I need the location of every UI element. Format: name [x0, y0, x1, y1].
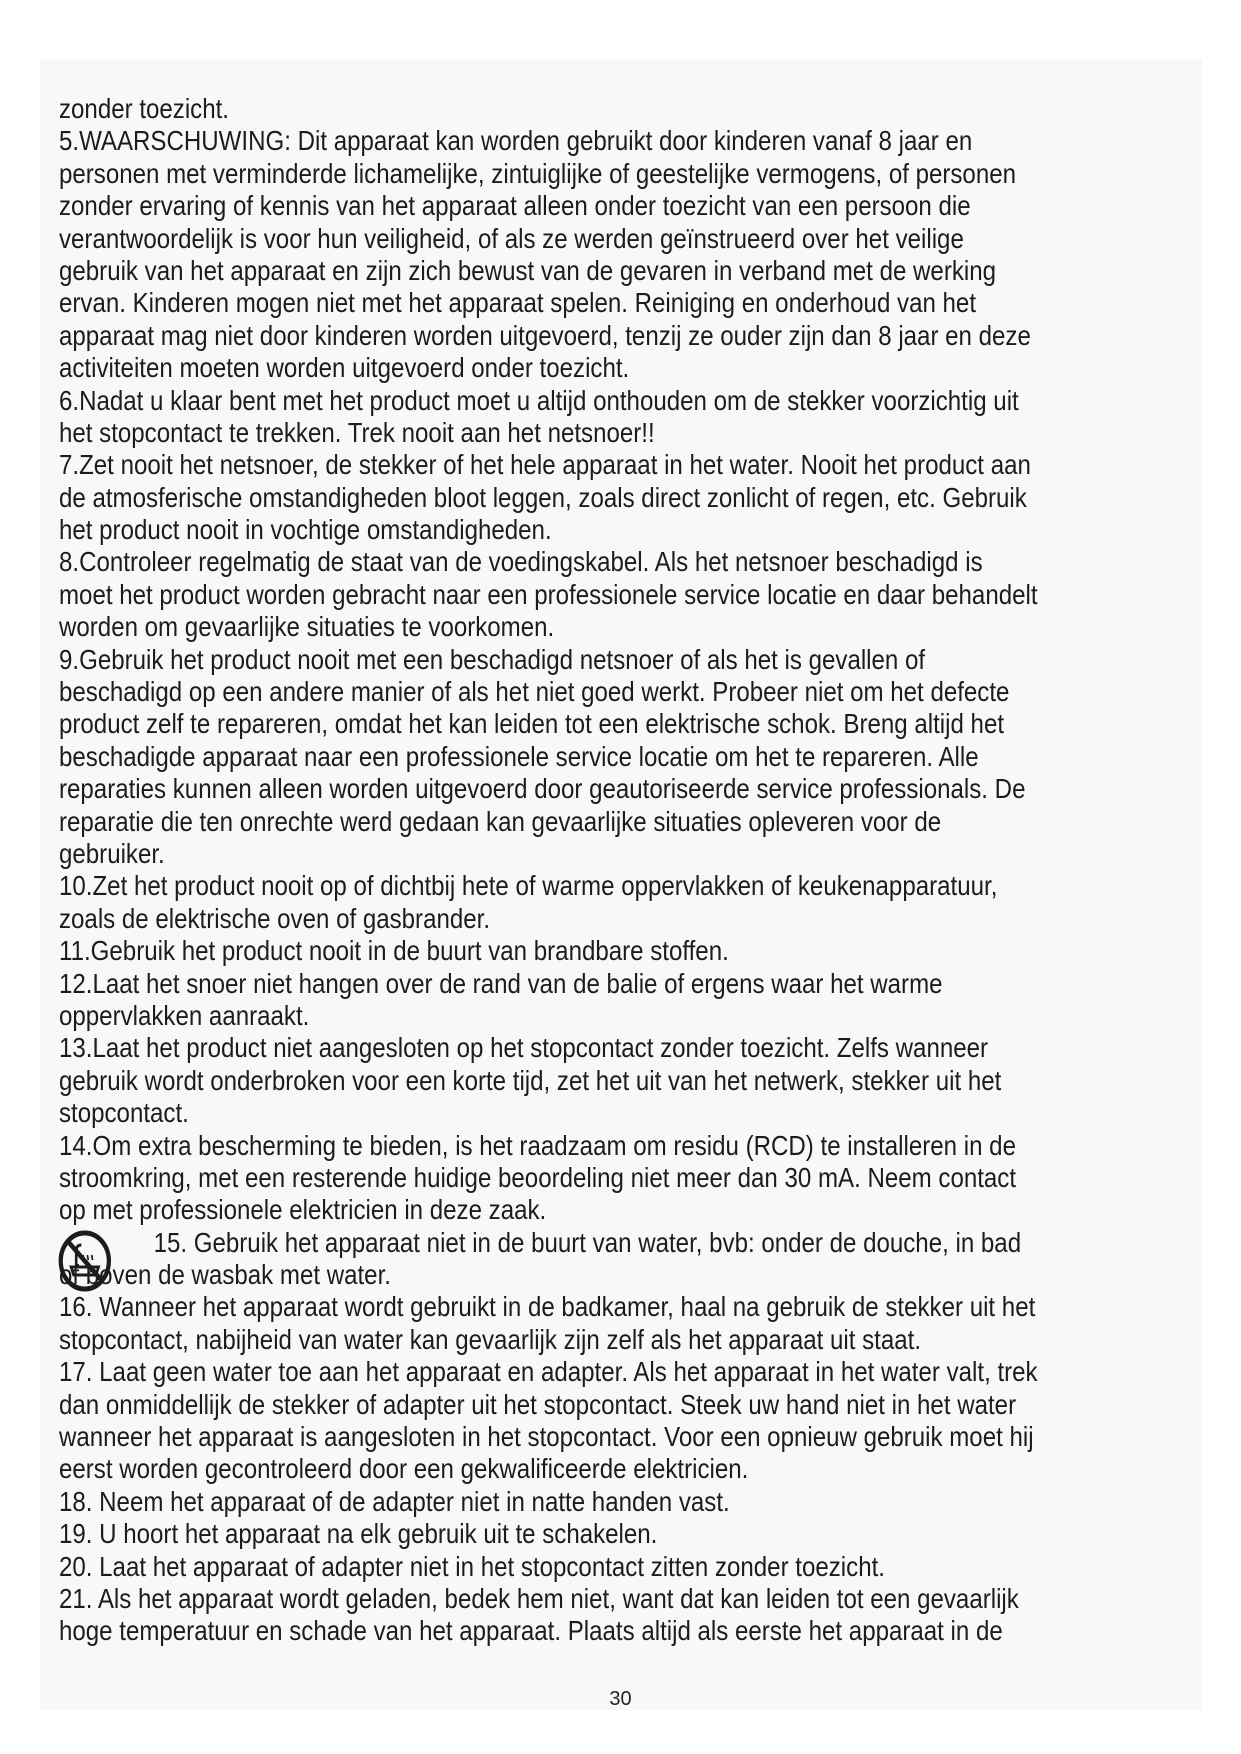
- text-line: gebruik van het apparaat en zijn zich bewust van de gevaren in verband met de werking: [59, 254, 997, 286]
- text-line: reparaties kunnen alleen worden uitgevoerd door geautoriseerde service professionals. De: [59, 773, 1026, 805]
- text-line: 12.Laat het snoer niet hangen over de rand van de balie of ergens waar het warme: [59, 967, 943, 999]
- text-line: of boven de wasbak met water.: [59, 1259, 391, 1291]
- text-line: zonder ervaring of kennis van het apparaat alleen onder toezicht van een persoon die: [59, 190, 971, 222]
- text-line: worden om gevaarlijke situaties te voorkomen.: [59, 611, 555, 643]
- text-line: gebruiker.: [59, 837, 165, 869]
- text-line: moet het product worden gebracht naar een professionele service locatie en daar behandelt: [59, 578, 1038, 610]
- text-line: het product nooit in vochtige omstandigheden.: [59, 514, 552, 546]
- text-line: 9.Gebruik het product nooit met een beschadigd netsnoer of als het is gevallen of: [59, 643, 926, 675]
- text-line: stopcontact.: [59, 1097, 189, 1129]
- document-body: [59, 93, 1038, 1648]
- text-line: dan onmiddellijk de stekker of adapter uit het stopcontact. Steek uw hand niet in het water: [59, 1388, 1017, 1420]
- text-line: stroomkring, met een resterende huidige beoordeling niet meer dan 30 mA. Neem contact: [59, 1161, 1017, 1193]
- text-line: 15. Gebruik het apparaat niet in de buurt van water, bvb: onder de douche, in bad: [153, 1226, 1022, 1258]
- text-line: 21. Als het apparaat wordt geladen, bedek hem niet, want dat kan leiden tot een gevaarlijk: [59, 1582, 1019, 1614]
- text-line: 8.Controleer regelmatig de staat van de voedingskabel. Als het netsnoer beschadigd is: [59, 546, 983, 578]
- text-line: ervan. Kinderen mogen niet met het apparaat spelen. Reiniging en onderhoud van het: [59, 287, 977, 319]
- text-line: 14.Om extra bescherming te bieden, is het raadzaam om residu (RCD) te installeren in de: [59, 1129, 1016, 1161]
- text-line: gebruik wordt onderbroken voor een korte tijd, zet het uit van het netwerk, stekker uit het: [59, 1064, 1002, 1096]
- text-line: beschadigd op een andere manier of als het niet goed werkt. Probeer niet om het defecte: [59, 676, 1010, 708]
- text-line: oppervlakken aanraakt.: [59, 999, 310, 1031]
- text-line: 18. Neem het apparaat of de adapter niet in natte handen vast.: [59, 1485, 730, 1517]
- text-line: 16. Wanneer het apparaat wordt gebruikt in de badkamer, haal na gebruik de stekker uit het: [59, 1291, 1036, 1323]
- text-line: hoge temperatuur en schade van het apparaat. Plaats altijd als eerste het apparaat in de: [59, 1615, 1003, 1647]
- text-line: 20. Laat het apparaat of adapter niet in het stopcontact zitten zonder toezicht.: [59, 1550, 885, 1582]
- text-line: 19. U hoort het apparaat na elk gebruik uit te schakelen.: [59, 1518, 658, 1550]
- text-line: 5.WAARSCHUWING: Dit apparaat kan worden gebruikt door kinderen vanaf 8 jaar en: [59, 125, 973, 157]
- text-line: zoals de elektrische oven of gasbrander.: [59, 902, 491, 934]
- text-line: wanneer het apparaat is aangesloten in het stopcontact. Voor een opnieuw gebruik moet hij: [59, 1421, 1034, 1453]
- page-number: 30: [609, 1688, 632, 1710]
- text-line: 6.Nadat u klaar bent met het product moet u altijd onthouden om de stekker voorzichtig uit: [59, 384, 1019, 416]
- text-line: het stopcontact te trekken. Trek nooit aan het netsnoer!!: [59, 416, 655, 448]
- text-line: 7.Zet nooit het netsnoer, de stekker of het hele apparaat in het water. Nooit het product aan: [59, 449, 1031, 481]
- warning-item-15: [59, 1227, 1031, 1259]
- text-line: apparaat mag niet door kinderen worden uitgevoerd, tenzij ze ouder zijn dan 8 jaar en deze: [59, 319, 1031, 351]
- text-line: eerst worden gecontroleerd door een gekwalificeerde elektricien.: [59, 1453, 749, 1485]
- text-line: zonder toezicht.: [59, 93, 229, 124]
- text-line: 17. Laat geen water toe aan het apparaat en adapter. Als het apparaat in het water valt, trek: [59, 1356, 1038, 1388]
- text-line: 10.Zet het product nooit op of dichtbij hete of warme oppervlakken of keukenapparatuur,: [59, 870, 998, 902]
- text-line: verantwoordelijk is voor hun veiligheid, of als ze werden geïnstrueerd over het veilige: [59, 222, 964, 254]
- text-line: de atmosferische omstandigheden bloot leggen, zoals direct zonlicht of regen, etc. Gebruik: [59, 481, 1027, 513]
- text-line: 11.Gebruik het product nooit in de buurt van brandbare stoffen.: [59, 935, 729, 967]
- text-line: activiteiten moeten worden uitgevoerd onder toezicht.: [59, 352, 630, 384]
- text-line: product zelf te repareren, omdat het kan leiden tot een elektrische schok. Breng altijd het: [59, 708, 1005, 740]
- text-line: 13.Laat het product niet aangesloten op het stopcontact zonder toezicht. Zelfs wanneer: [59, 1032, 989, 1064]
- text-line: reparatie die ten onrechte werd gedaan kan gevaarlijke situaties opleveren voor de: [59, 805, 942, 837]
- text-line: stopcontact, nabijheid van water kan gevaarlijk zijn zelf als het apparaat uit staat.: [59, 1323, 922, 1355]
- no-water-near-bath-icon: [57, 1229, 112, 1293]
- text-line: op met professionele elektricien in deze zaak.: [59, 1194, 547, 1226]
- text-line: personen met verminderde lichamelijke, zintuiglijke of geestelijke vermogens, of personen: [59, 157, 1017, 189]
- text-line: beschadigde apparaat naar een professionele service locatie om het te repareren. Alle: [59, 740, 979, 772]
